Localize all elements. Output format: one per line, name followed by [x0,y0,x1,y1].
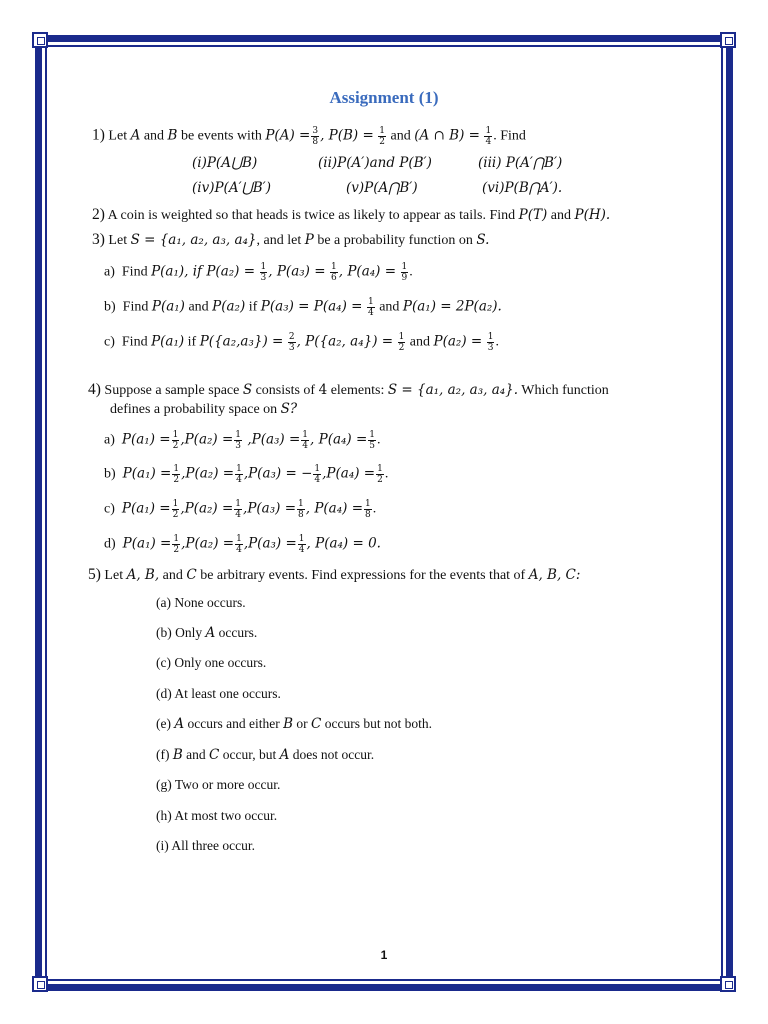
q1-text: Let [108,128,128,144]
fraction: $\frac{1}{4}$ [236,464,242,485]
q3-text: , and let [256,233,302,248]
var-a: A [130,127,141,144]
q5-item-var: C [311,716,322,732]
q3b-text: and [188,299,209,315]
question-1 [92,126,526,147]
var-c: C [186,567,197,583]
part-label: c) [104,334,115,350]
question-5 [88,566,580,585]
q5-item [156,594,246,612]
q5-item-text: does not occur. [292,747,375,762]
q3b-text: if [248,299,258,315]
option-math: P(a₁) = [122,465,172,482]
question-number: 2) [92,206,105,223]
q5-item-var: C [209,747,220,763]
prob-h: P(H). [574,207,611,223]
q4-option [104,464,388,485]
q3c-math: , P({a₂, a₄}) = [296,333,394,350]
option-math: P(a₁) = [121,500,171,517]
q5-item-text: (b) Only [156,625,203,640]
q5-item-var: A [279,747,290,763]
q5-item [156,837,255,855]
q5-item-text: (h) At most two occur. [156,808,278,823]
option-math: , P(a₄) = [305,500,364,517]
fraction: $\frac{1}{2}$ [379,126,386,147]
fraction: $\frac{1}{2}$ [173,534,180,555]
page-title: Assignment (1) [329,88,439,107]
q3a-math: P(a₁), if P(a₂) = [151,263,256,280]
var-b: B [167,127,178,144]
q5-item-text: occurs. [218,625,258,640]
question-number: 4) [88,381,101,398]
q1-item: (vi)P(B⋂A′). [482,180,563,196]
option-math: ,P(a₂) = [180,500,234,517]
q3b-math: P(a₁) [151,298,185,315]
q5-item [156,715,432,733]
q4-text: elements: [330,383,385,398]
q5-item-text: (i) All three occur. [156,838,255,853]
q5-item-text: (c) Only one occurs. [156,655,267,670]
q3c-math: P({a₂,a₃}) = [199,333,284,350]
option-label: b) [104,466,116,482]
fraction: $\frac{1}{2}$ [172,430,179,451]
prob-t: P(T) [518,207,548,223]
q3c-text: . [495,334,499,350]
option-end: . [372,501,377,517]
q3b-math: P(a₂) [212,298,246,315]
q3-text: be a probability function on [317,233,473,248]
fraction: $\frac{1}{2}$ [377,464,383,485]
q3-part-c [104,332,499,353]
q1-item: (v)P(A⋂B′) [346,180,418,196]
question-4-line-2 [110,400,297,419]
fraction: $\frac{1}{4}$ [236,534,242,555]
q5-item [156,807,277,825]
fraction: $\frac{3}{8}$ [312,126,319,147]
q3b-text: and [379,299,400,315]
q5-item-text: (f) [156,747,170,762]
fraction: $\frac{1}{2}$ [398,332,405,353]
var-s: S? [280,401,298,417]
q3b-text: Find [122,299,149,315]
q4-text: Suppose a sample space [104,383,240,398]
q5-item-text: and [186,747,206,762]
q5-item-text: (e) [156,716,171,731]
q5-vars: A, B, [126,567,160,583]
question-3 [92,231,489,250]
option-math: ,P(a₃) = − [243,465,313,482]
fraction: $\frac{1}{4}$ [302,430,309,451]
q5-item-var: B [283,716,293,732]
q4-text: Which function [521,383,609,398]
q5-item-var: B [172,747,183,763]
fraction: $\frac{1}{8}$ [298,499,304,520]
page-number: 1 [380,948,388,962]
fraction: $\frac{1}{2}$ [173,464,180,485]
question-2 [92,206,610,225]
q5-item-var: A [174,716,185,732]
q4-option [104,430,381,451]
q3b-math: P(a₃) = P(a₄) = [260,298,363,315]
var-s: S. [476,232,490,248]
fraction: $\frac{1}{2}$ [172,499,179,520]
q3c-text: Find [121,334,148,350]
q3c-math: P(a₁) [151,333,185,350]
option-math: , P(a₄) = [310,431,368,448]
q1-text: be events with [180,128,262,144]
q2-text: and [550,208,571,223]
option-math: P(a₁) = [121,431,171,448]
fraction: $\frac{1}{4}$ [235,499,242,520]
fraction: $\frac{1}{4}$ [314,464,321,485]
prob-intersection: (A ∩ B) = [414,127,480,144]
q5-item-text: or [296,716,308,731]
q4-text: defines a probability space on [110,402,278,417]
option-math: , P(a₄) = 0. [306,535,381,552]
q5-item-text: occurs but not both. [324,716,432,731]
fraction: $\frac{1}{3}$ [235,430,242,451]
q3a-text: . [409,264,413,280]
var-p: P [304,232,314,248]
q3a-math: , P(a₄) = [338,263,397,280]
fraction: $\frac{1}{4}$ [367,297,374,318]
part-label: b) [104,299,116,315]
question-number: 1) [92,126,105,144]
q3b-math: P(a₁) = 2P(a₂). [402,298,502,315]
q4-option [104,499,376,520]
q3-text: Let [108,233,128,248]
option-math: ,P(a₃) = [243,431,301,448]
option-label: d) [104,536,116,552]
fraction: $\frac{1}{3}$ [487,332,494,353]
q1-text: . Find [493,128,526,144]
q3a-math: , P(a₃) = [268,263,326,280]
question-number: 3) [92,231,105,248]
q5-item-var: A [205,625,216,641]
q5-item-text: occurs and either [187,716,280,731]
option-math: ,P(a₄) = [322,465,376,482]
option-end: . [377,432,381,448]
q5-item-text: (d) At least one occurs. [156,686,281,701]
q5-item [156,654,266,672]
fraction: $\frac{1}{3}$ [260,262,267,283]
q5-text: be arbitrary events. Find expressions for the events that of [200,568,526,583]
q4-option [104,534,381,555]
fraction: $\frac{2}{3}$ [288,332,295,353]
q5-text: Let [104,568,124,583]
q3a-text: Find [121,264,148,280]
q5-item-text: occur, but [222,747,277,762]
option-label: a) [104,432,115,448]
q5-item [156,685,281,703]
q3c-math: P(a₂) = [433,333,483,350]
sample-set: S = {a₁, a₂, a₃, a₄} [130,232,257,248]
q3c-text: and [409,334,431,350]
q5-item-text: (a) None occurs. [156,595,246,610]
prob-a: P(A) = [265,127,311,144]
option-math: ,P(a₂) = [181,465,235,482]
q5-text: and [162,568,183,583]
prob-b: , P(B) = [320,127,374,144]
option-math: ,P(a₂) = [180,431,234,448]
q1-text: and [390,128,411,144]
q1-text: and [143,128,165,144]
part-label: a) [104,264,115,280]
q5-item [156,776,280,794]
q1-item: (iv)P(A′⋃B′) [192,180,271,196]
q3c-text: if [187,334,197,350]
question-number: 5) [88,566,101,583]
q5-item [156,624,257,642]
q5-item [156,746,374,764]
option-end: . [384,466,389,482]
q1-item: (ii)P(A′)and P(B′) [318,155,432,171]
q1-item: (i)P(A⋃B) [192,155,258,171]
q3-part-b [104,297,502,318]
q5-item-text: (g) Two or more occur. [156,777,281,792]
q4-number: 4 [318,382,328,398]
option-math: ,P(a₂) = [181,535,235,552]
q5-vars: A, B, C: [528,567,581,583]
fraction: $\frac{1}{4}$ [485,126,492,147]
q2-text: A coin is weighted so that heads is twice as likely to appear as tails. Find [107,208,516,223]
option-label: c) [104,501,115,517]
var-s: S [242,382,253,398]
q3-part-a [104,262,413,283]
fraction: $\frac{1}{9}$ [401,262,408,283]
option-math: ,P(a₃) = [243,500,297,517]
sample-set: S = {a₁, a₂, a₃, a₄}. [387,382,519,398]
fraction: $\frac{1}{6}$ [331,262,337,283]
question-4 [88,381,609,400]
q4-text: consists of [255,383,316,398]
option-math: ,P(a₃) = [243,535,297,552]
fraction: $\frac{1}{5}$ [369,430,376,451]
fraction: $\frac{1}{4}$ [298,534,305,555]
option-math: P(a₁) = [122,535,172,552]
fraction: $\frac{1}{8}$ [365,499,371,520]
q1-item: (iii) P(A′⋂B′) [478,155,563,171]
